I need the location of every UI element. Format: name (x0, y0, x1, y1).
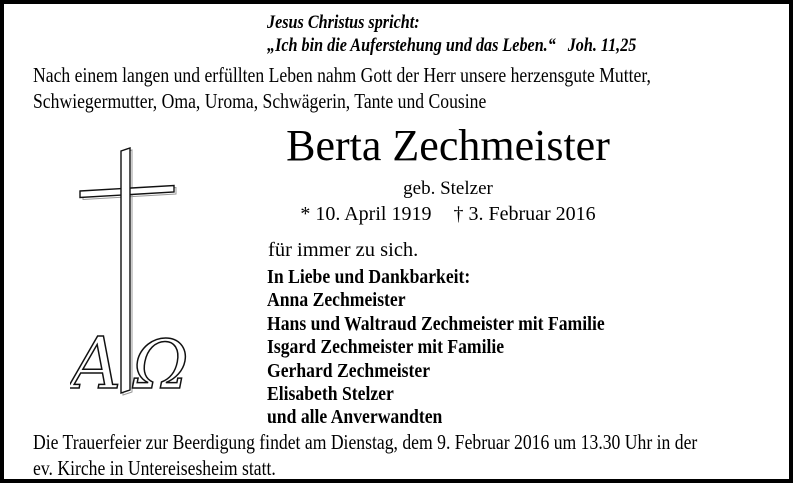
funeral-info-line-2: ev. Kirche in Untereisesheim statt. (33, 455, 276, 480)
life-dates (248, 203, 648, 226)
intro-paragraph (33, 63, 651, 114)
birth-date: * 10. April 1919 (300, 203, 432, 225)
funeral-info-line-1: Die Trauerfeier zur Beerdigung findet am Dienstag, dem 9. Februar 2016 um 13.30 Uhr in der (33, 430, 698, 454)
mourner-name: Gerhard Zechmeister (267, 359, 431, 382)
scripture-block (267, 12, 636, 57)
omega-letter: Ω (133, 326, 189, 398)
alpha-letter: A (70, 322, 122, 398)
deceased-name: Berta Zechmeister (286, 121, 610, 170)
mourners-block (267, 266, 605, 430)
scripture-intro-line: Jesus Christus spricht: (267, 12, 420, 33)
mourner-name: Isgard Zechmeister mit Familie (267, 336, 505, 359)
mourner-name: Hans und Waltraud Zechmeister mit Familie (267, 312, 605, 335)
funeral-info (33, 430, 697, 481)
intro-text-line-1: Nach einem langen und erfüllten Leben nahm Gott der Herr unsere herzensgute Mutter, (33, 63, 651, 87)
farewell-line: für immer zu sich. (268, 239, 419, 261)
scripture-quote-line (267, 35, 636, 58)
mourner-name: Anna Zechmeister (267, 289, 406, 312)
death-date: † 3. Februar 2016 (453, 203, 596, 225)
mourners-heading: In Liebe und Dankbarkeit: (267, 266, 471, 288)
scripture-reference: Joh. 11,25 (567, 34, 637, 56)
scripture-quote: „Ich bin die Auferstehung und das Leben.“ (267, 34, 556, 56)
cross-alpha-omega-icon (70, 142, 194, 398)
mourner-name: Elisabeth Stelzer (267, 383, 394, 406)
maiden-name: geb. Stelzer (403, 178, 493, 199)
intro-text-line-2: Schwiegermutter, Oma, Uroma, Schwägerin, Tante und Cousine (33, 88, 487, 113)
mourner-name: und alle Anverwandten (267, 406, 443, 429)
